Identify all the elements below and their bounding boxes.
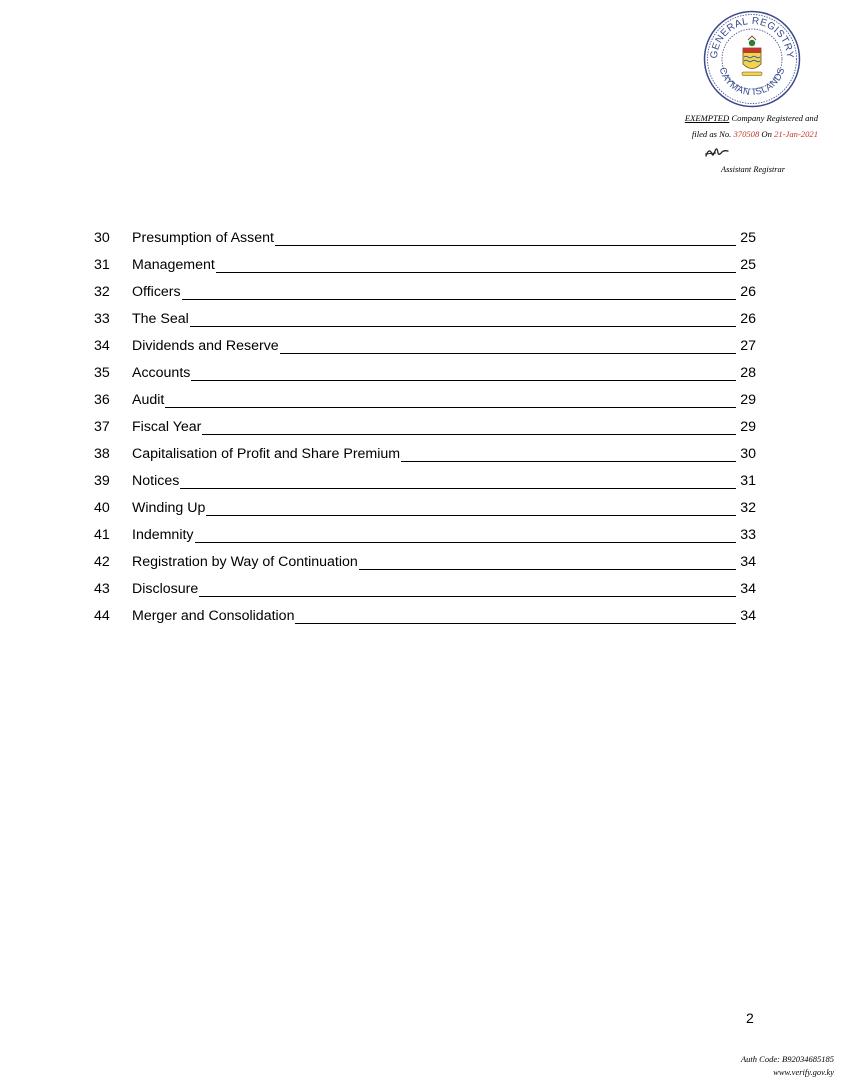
toc-entry-title: Officers xyxy=(132,284,181,300)
toc-entry-page: 31 xyxy=(740,473,756,489)
toc-entry-page: 32 xyxy=(740,500,756,516)
toc-entry-page: 27 xyxy=(740,338,756,354)
toc-entry-title: Accounts xyxy=(132,365,191,381)
toc-entry-title: Registration by Way of Continuation xyxy=(132,554,358,570)
svg-text:GENERAL REGISTRY: GENERAL REGISTRY xyxy=(708,15,796,60)
toc-entry xyxy=(94,389,756,416)
exempted-label: EXEMPTED xyxy=(684,113,730,123)
toc-entry-page: 26 xyxy=(740,284,756,300)
toc-entry-number: 36 xyxy=(94,392,110,408)
toc-entry-number: 43 xyxy=(94,581,110,597)
toc-entry-page: 34 xyxy=(740,554,756,570)
toc-entry-number: 34 xyxy=(94,338,110,354)
stamp-line-2 xyxy=(578,126,818,142)
toc-entry xyxy=(94,551,756,578)
toc-entry-page: 29 xyxy=(740,419,756,435)
toc-entry xyxy=(94,254,756,281)
toc-entry-number: 37 xyxy=(94,419,110,435)
toc-leader-line xyxy=(359,557,736,570)
toc-leader-line xyxy=(280,341,736,354)
toc-entry xyxy=(94,578,756,605)
toc-entry-number: 31 xyxy=(94,257,110,273)
toc-entry xyxy=(94,497,756,524)
toc-entry-number: 33 xyxy=(94,311,110,327)
toc-entry-title: Fiscal Year xyxy=(132,419,202,435)
auth-code: Auth Code: B92034685185 xyxy=(740,1054,834,1064)
toc-leader-line xyxy=(190,314,736,327)
toc-entry-title: Disclosure xyxy=(132,581,199,597)
toc-entry-title: Merger and Consolidation xyxy=(132,608,295,624)
toc-entry xyxy=(94,470,756,497)
toc-entry-page: 30 xyxy=(740,446,756,462)
toc-entry-page: 33 xyxy=(740,527,756,543)
stamp-line-1 xyxy=(578,110,818,126)
registration-stamp xyxy=(578,110,818,142)
toc-leader-line xyxy=(216,260,736,273)
toc-entry-title: Indemnity xyxy=(132,527,194,543)
toc-entry-title: Winding Up xyxy=(132,500,206,516)
toc-leader-line xyxy=(206,503,736,516)
toc-entry xyxy=(94,524,756,551)
toc-entry-page: 28 xyxy=(740,365,756,381)
page-number: 2 xyxy=(746,1010,754,1026)
toc-entry-page: 34 xyxy=(740,608,756,624)
toc-entry-title: Audit xyxy=(132,392,165,408)
toc-entry-page: 25 xyxy=(740,257,756,273)
toc-entry xyxy=(94,308,756,335)
toc-entry-title: Dividends and Reserve xyxy=(132,338,279,354)
toc-entry-number: 41 xyxy=(94,527,110,543)
toc-leader-line xyxy=(202,422,736,435)
general-registry-seal xyxy=(703,10,801,108)
toc-leader-line xyxy=(195,530,736,543)
toc-entry xyxy=(94,362,756,389)
toc-entry-number: 40 xyxy=(94,500,110,516)
toc-entry-number: 39 xyxy=(94,473,110,489)
filed-prefix: filed as No. xyxy=(691,129,732,139)
toc-entry-title: Management xyxy=(132,257,215,273)
toc-leader-line xyxy=(191,368,736,381)
toc-entry-number: 32 xyxy=(94,284,110,300)
toc-entry xyxy=(94,443,756,470)
toc-entry-title: Presumption of Assent xyxy=(132,230,274,246)
toc-entry xyxy=(94,605,756,632)
registration-number: 370508 xyxy=(733,129,760,139)
toc-entry-number: 30 xyxy=(94,230,110,246)
toc-leader-line xyxy=(401,449,736,462)
registrar-signature xyxy=(704,145,730,159)
auth-code-footer xyxy=(741,1053,834,1079)
on-label: On xyxy=(761,129,772,139)
toc-entry-page: 26 xyxy=(740,311,756,327)
toc-leader-line xyxy=(182,287,736,300)
verify-url: www.verify.gov.ky xyxy=(773,1067,834,1077)
stamp-line-1-text: Company Registered and xyxy=(731,113,818,123)
toc-entry xyxy=(94,227,756,254)
toc-entry-page: 25 xyxy=(740,230,756,246)
toc-entry-title: Capitalisation of Profit and Share Premium xyxy=(132,446,401,462)
toc-entry-number: 44 xyxy=(94,608,110,624)
toc-entry-title: The Seal xyxy=(132,311,189,327)
toc-entry-number: 38 xyxy=(94,446,110,462)
toc-entry-number: 42 xyxy=(94,554,110,570)
filing-date: 21-Jan-2021 xyxy=(774,129,818,139)
svg-text:CAYMAN ISLANDS: CAYMAN ISLANDS xyxy=(716,66,788,99)
toc-leader-line xyxy=(275,233,736,246)
toc-entry-title: Notices xyxy=(132,473,180,489)
toc-entry xyxy=(94,281,756,308)
toc-leader-line xyxy=(199,584,736,597)
toc-entry xyxy=(94,416,756,443)
toc-entry-page: 29 xyxy=(740,392,756,408)
toc-entry xyxy=(94,335,756,362)
toc-entry-number: 35 xyxy=(94,365,110,381)
toc-leader-line xyxy=(165,395,736,408)
toc-leader-line xyxy=(295,611,736,624)
toc-entry-page: 34 xyxy=(740,581,756,597)
toc-leader-line xyxy=(180,476,736,489)
table-of-contents xyxy=(94,227,756,632)
registrar-title: Assistant Registrar xyxy=(721,165,785,174)
